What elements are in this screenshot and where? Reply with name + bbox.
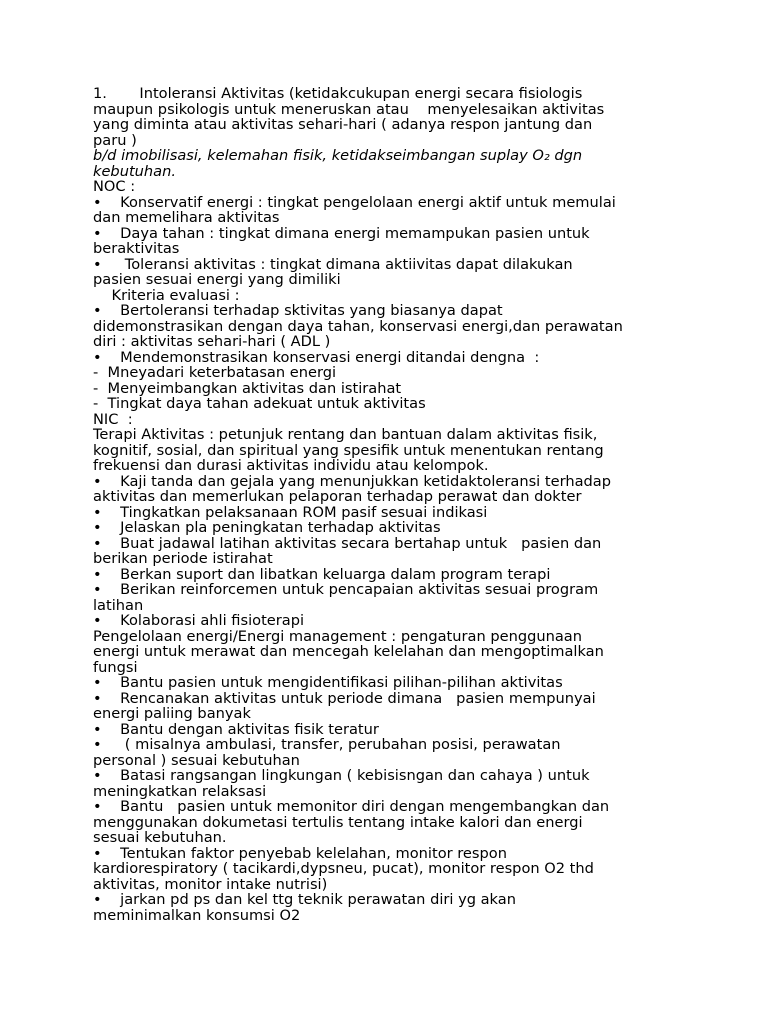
text-line: 1. Intoleransi Aktivitas (ketidakcukupan energi secara fisiologis (93, 85, 583, 102)
text-line: frekuensi dan durasi aktivitas individu atau kelompok. (93, 457, 489, 474)
text-line: latihan (93, 596, 144, 614)
text-line: beraktivitas (93, 240, 180, 257)
text-line: • Bantu pasien untuk memonitor diri dengan mengembangkan dan (93, 798, 610, 815)
text-line: paru ) (93, 131, 137, 149)
text-line: • Jelaskan pla peningkatan terhadap aktivitas (93, 519, 441, 536)
text-line: • Rencanakan aktivitas untuk periode dimana pasien mempunyai (93, 689, 596, 707)
text-line: kognitif, sosial, dan spiritual yang spesifik untuk menentukan rentang (93, 441, 604, 459)
text-line: fungsi (93, 658, 138, 676)
text-line: • Kolaborasi ahli fisioterapi (93, 612, 305, 629)
text-line: didemonstrasikan dengan daya tahan, konservasi energi,dan perawatan (93, 317, 623, 335)
text-line: b/d imobilisasi, kelemahan fisik, ketidakseimbangan suplay O₂ dgn (93, 147, 583, 164)
text-line: kardiorespiratory ( tacikardi,dypsneu, pucat), monitor respon O2 thd (93, 860, 594, 877)
text-line: NIC : (93, 410, 133, 428)
text-line: NOC : (93, 178, 136, 195)
text-line: • Buat jadawal latihan aktivitas secara bertahap untuk pasien dan (93, 534, 602, 552)
text-line: • Tentukan faktor penyebab kelelahan, monitor respon (93, 844, 507, 862)
text-line: Terapi Aktivitas : petunjuk rentang dan bantuan dalam aktivitas fisik, (93, 426, 598, 443)
text-line: dan memelihara aktivitas (93, 209, 280, 226)
text-line: sesuai kebutuhan. (93, 829, 227, 846)
text-line: - Menyeimbangkan aktivitas dan istirahat (93, 379, 402, 397)
text-line: aktivitas dan memerlukan pelaporan terhadap perawat dan dokter (93, 488, 582, 505)
text-line: • Batasi rangsangan lingkungan ( kebisisngan dan cahaya ) untuk (93, 767, 590, 784)
text-line: • Berkan suport dan libatkan keluarga dalam program terapi (93, 565, 551, 583)
text-line: Pengelolaan energi/Energi management : pengaturan penggunaan (93, 627, 583, 645)
text-line: energi untuk merawat dan mencegah kelelahan dan mengoptimalkan (93, 643, 604, 660)
text-line: • Bertoleransi terhadap sktivitas yang biasanya dapat (93, 302, 503, 319)
text-line: meminimalkan konsumsi O2 (93, 906, 301, 924)
text-line: energi paliing banyak (93, 705, 251, 722)
text-line: • Berikan reinforcemen untuk pencapaian aktivitas sesuai program (93, 581, 599, 598)
text-line: • Toleransi aktivitas : tingkat dimana aktiivitas dapat dilakukan (93, 255, 573, 273)
text-line: - Mneyadari keterbatasan energi (93, 364, 337, 381)
text-line: yang diminta atau aktivitas sehari-hari ( adanya respon jantung dan (93, 116, 593, 133)
text-line: menggunakan dokumetasi tertulis tentang intake kalori dan energi (93, 813, 583, 831)
text-line: • jarkan pd ps dan kel ttg teknik perawatan diri yg akan (93, 891, 516, 908)
text-line: diri : aktivitas sehari-hari ( ADL ) (93, 333, 331, 350)
text-line: • Daya tahan : tingkat dimana energi memampukan pasien untuk (93, 224, 590, 242)
text-line: maupun psikologis untuk meneruskan atau menyelesaikan aktivitas (93, 100, 605, 118)
text-line: kebutuhan. (93, 162, 176, 180)
text-line: • Bantu pasien untuk mengidentifikasi pilihan-pilihan aktivitas (93, 674, 563, 691)
text-line: • Bantu dengan aktivitas fisik teratur (93, 720, 379, 738)
text-line: meningkatkan relaksasi (93, 782, 267, 800)
text-line: Kriteria evaluasi : (93, 286, 240, 304)
text-line: • Mendemonstrasikan konservasi energi ditandai dengna : (93, 348, 540, 366)
text-line: • Kaji tanda dan gejala yang menunjukkan ketidaktoleransi terhadap (93, 472, 611, 490)
text-line: pasien sesuai energi yang dimiliki (93, 271, 341, 288)
text-line: • ( misalnya ambulasi, transfer, perubahan posisi, perawatan (93, 736, 561, 753)
text-line: aktivitas, monitor intake nutrisi) (93, 875, 328, 893)
text-line: personal ) sesuai kebutuhan (93, 751, 300, 769)
text-line: - Tingkat daya tahan adekuat untuk aktivitas (93, 395, 426, 412)
text-line: • Konservatif energi : tingkat pengelolaan energi aktif untuk memulai (93, 193, 616, 211)
text-line: • Tingkatkan pelaksanaan ROM pasif sesuai indikasi (93, 503, 488, 521)
text-line: berikan periode istirahat (93, 550, 273, 567)
